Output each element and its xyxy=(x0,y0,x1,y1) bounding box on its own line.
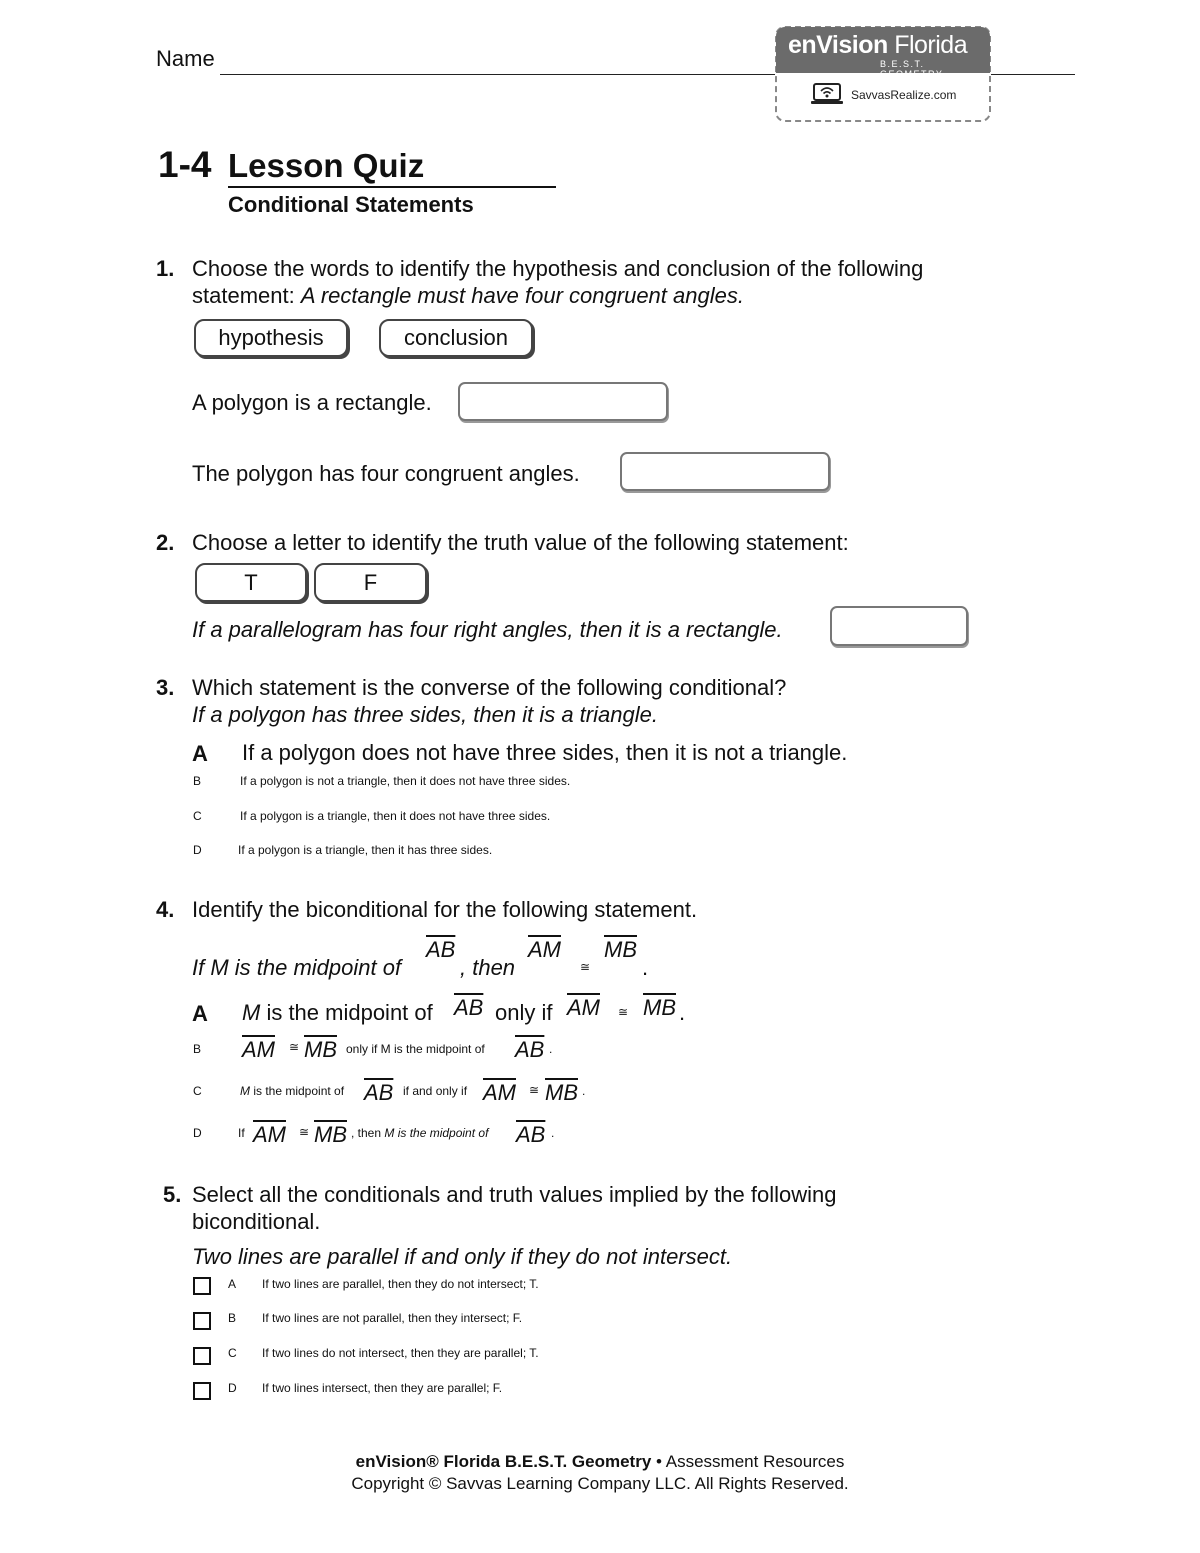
option-a-period: . xyxy=(679,1000,686,1025)
option-c-segment-mb: $\overline{MB}$ xyxy=(545,1080,578,1105)
option-d-if: If xyxy=(238,1126,245,1140)
segment-mb: $\overline{MB}$ xyxy=(604,937,637,962)
period: . xyxy=(642,955,649,980)
question-4-option-c[interactable] xyxy=(240,1084,344,1098)
question-4-statement-if: If M is the midpoint of xyxy=(192,955,402,980)
option-d-segment-mb: $\overline{MB}$ xyxy=(314,1122,347,1147)
question-3-option-a[interactable]: If a polygon does not have three sides, then it is not a triangle. xyxy=(242,740,848,765)
option-d-segment-ab: $\overline{AB}$ xyxy=(516,1122,546,1147)
question-3-option-d[interactable]: If a polygon is a triangle, then it has three sides. xyxy=(238,843,493,857)
question-1-statement: A rectangle must have four congruent angles. xyxy=(300,283,744,308)
hypothesis-tile[interactable]: hypothesis xyxy=(194,319,348,357)
question-5-option-c-letter: C xyxy=(228,1346,237,1360)
question-4-option-d[interactable] xyxy=(351,1126,488,1140)
segment-am: $\overline{AM}$ xyxy=(528,937,561,962)
question-3-line-2: If a polygon has three sides, then it is a triangle. xyxy=(192,702,658,727)
question-3-option-b[interactable]: If a polygon is not a triangle, then it does not have three sides. xyxy=(240,774,571,788)
logo-brand-light: Florida xyxy=(894,31,968,59)
option-c-checkbox[interactable] xyxy=(193,1347,211,1365)
segment-ab: $\overline{AB}$ xyxy=(426,937,456,962)
option-a-segment-am: $\overline{AM}$ xyxy=(567,995,600,1020)
question-5-option-a-letter: A xyxy=(228,1277,237,1291)
question-1-line-2-prefix: statement: xyxy=(192,283,301,308)
question-4-text: Identify the biconditional for the following statement. xyxy=(192,897,698,922)
question-5-option-d: If two lines intersect, then they are parallel; F. xyxy=(262,1381,503,1395)
question-5-option-a: If two lines are parallel, then they do not intersect; T. xyxy=(262,1277,539,1291)
question-3-option-c-letter: C xyxy=(193,809,202,823)
option-c-congruent: ≅ xyxy=(529,1083,540,1097)
lesson-title: Lesson Quiz xyxy=(228,147,556,188)
lesson-number: 1-4 xyxy=(158,144,212,185)
question-5-option-c: If two lines do not intersect, then they are parallel; T. xyxy=(262,1346,539,1360)
option-a-segment-ab: $\overline{AB}$ xyxy=(454,995,484,1020)
option-c-midpoint-text: is the midpoint of xyxy=(250,1084,345,1098)
option-a-congruent: ≅ xyxy=(618,1005,629,1019)
logo-subtitle: B.E.S.T. GEOMETRY xyxy=(880,59,944,79)
footer-copyright: Copyright © Savvas Learning Company LLC. All Rights Reserved. xyxy=(351,1474,849,1493)
question-4-option-b[interactable]: only if M is the midpoint of xyxy=(346,1042,485,1056)
question-5-number: 5. xyxy=(163,1182,182,1207)
question-1-drop-box-1[interactable] xyxy=(458,382,668,421)
question-1-line-2 xyxy=(192,282,744,309)
question-2-statement: If a parallelogram has four right angles, then it is a rectangle. xyxy=(192,617,783,642)
option-d-checkbox[interactable] xyxy=(193,1382,211,1400)
logo-brand-bold: enVision xyxy=(788,31,888,59)
question-2-text: Choose a letter to identify the truth value of the following statement: xyxy=(192,530,849,555)
option-c-iff: if and only if xyxy=(403,1084,468,1098)
envision-logo xyxy=(775,26,991,122)
option-d-segment-am: $\overline{AM}$ xyxy=(253,1122,286,1147)
question-3-option-a-letter: A xyxy=(192,741,208,766)
question-2-drop-box[interactable] xyxy=(830,606,968,646)
laptop-wifi-icon xyxy=(811,82,843,106)
option-b-segment-mb: $\overline{MB}$ xyxy=(304,1037,337,1062)
lesson-subtitle: Conditional Statements xyxy=(228,192,474,217)
question-1-item-1: A polygon is a rectangle. xyxy=(192,390,432,415)
name-label: Name xyxy=(156,46,215,71)
option-a-checkbox[interactable] xyxy=(193,1277,211,1295)
question-5-line-2: biconditional. xyxy=(192,1209,321,1234)
option-a-midpoint-text: is the midpoint of xyxy=(260,1000,433,1025)
conclusion-tile[interactable]: conclusion xyxy=(379,319,533,357)
option-b-segment-ab: $\overline{AB}$ xyxy=(515,1037,545,1062)
option-a-only-if: only if xyxy=(495,1000,553,1025)
question-1-number: 1. xyxy=(156,256,175,281)
question-3-line-1: Which statement is the converse of the following conditional? xyxy=(192,675,787,700)
footer-line-1 xyxy=(0,1452,1200,1472)
option-c-period: . xyxy=(582,1084,586,1098)
question-5-option-b-letter: B xyxy=(228,1311,237,1325)
question-5-option-b: If two lines are not parallel, then they intersect; F. xyxy=(262,1311,523,1325)
question-1-line-1: Choose the words to identify the hypothesis and conclusion of the following xyxy=(192,256,924,281)
option-a-segment-mb: $\overline{MB}$ xyxy=(643,995,676,1020)
question-4-option-d-letter: D xyxy=(193,1126,202,1140)
option-c-segment-am: $\overline{AM}$ xyxy=(483,1080,516,1105)
question-1-item-2: The polygon has four congruent angles. xyxy=(192,461,580,486)
question-4-option-b-letter: B xyxy=(193,1042,202,1056)
footer-product: enVision® Florida B.E.S.T. Geometry xyxy=(355,1452,652,1471)
question-5-option-d-letter: D xyxy=(228,1381,237,1395)
option-b-period: . xyxy=(549,1042,553,1056)
question-3-number: 3. xyxy=(156,675,175,700)
false-tile[interactable]: F xyxy=(314,563,427,602)
logo-website: SavvasRealize.com xyxy=(851,88,957,102)
question-4-option-a-letter: A xyxy=(192,1001,208,1026)
question-1-drop-box-2[interactable] xyxy=(620,452,830,491)
question-4-number: 4. xyxy=(156,897,175,922)
question-3-option-c[interactable]: If a polygon is a triangle, then it does not have three sides. xyxy=(240,809,551,823)
question-3-option-b-letter: B xyxy=(193,774,202,788)
question-4-statement-then: , then xyxy=(460,955,516,980)
option-d-congruent: ≅ xyxy=(299,1125,310,1139)
true-tile[interactable]: T xyxy=(195,563,307,602)
question-5-line-1: Select all the conditionals and truth values implied by the following xyxy=(192,1182,837,1207)
question-5-statement: Two lines are parallel if and only if they do not intersect. xyxy=(192,1244,733,1269)
question-3-option-d-letter: D xyxy=(193,843,202,857)
question-4-option-a[interactable] xyxy=(242,1000,433,1026)
question-2-number: 2. xyxy=(156,530,175,555)
option-c-point-m: M xyxy=(240,1084,250,1098)
question-4-option-c-letter: C xyxy=(193,1084,202,1098)
option-d-period: . xyxy=(551,1126,555,1140)
option-c-segment-ab: $\overline{AB}$ xyxy=(364,1080,394,1105)
point-m: M xyxy=(242,1000,261,1025)
option-b-checkbox[interactable] xyxy=(193,1312,211,1330)
option-b-congruent: ≅ xyxy=(289,1040,300,1054)
congruent-symbol: ≅ xyxy=(580,960,591,974)
footer-resource: • Assessment Resources xyxy=(651,1452,845,1471)
option-d-rest: M is the midpoint of xyxy=(384,1126,489,1140)
option-d-then: , then xyxy=(351,1126,385,1140)
option-b-segment-am: $\overline{AM}$ xyxy=(242,1037,275,1062)
